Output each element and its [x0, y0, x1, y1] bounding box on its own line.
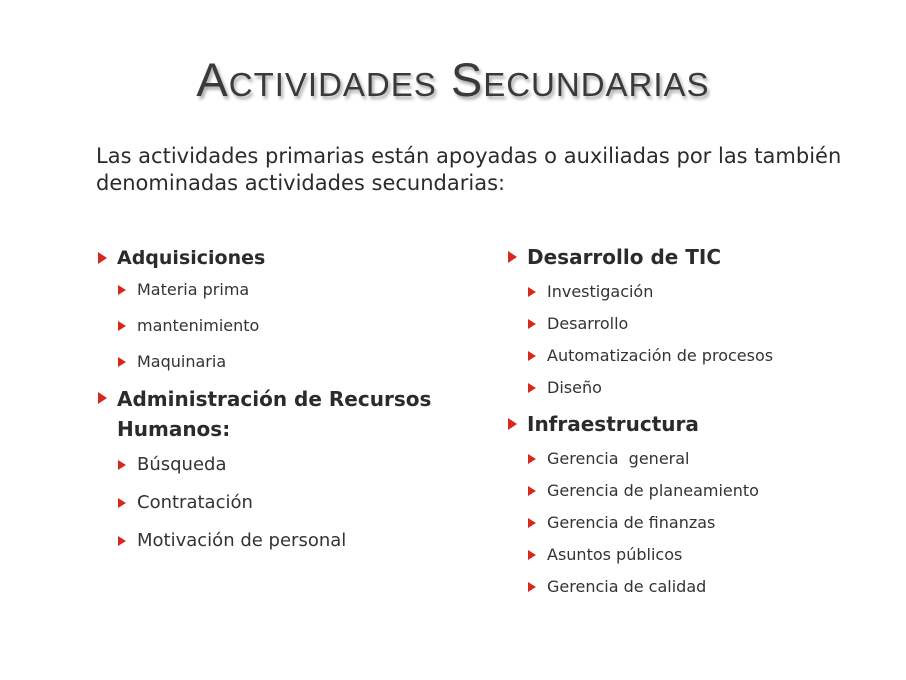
arrow-bullet-icon — [118, 285, 126, 295]
list-item-label: Gerencia de finanzas — [547, 513, 716, 532]
arrow-bullet-icon — [98, 252, 107, 264]
arrow-bullet-icon — [528, 486, 536, 496]
list-item — [528, 340, 878, 372]
list-item-label: Desarrollo — [547, 314, 629, 333]
arrow-bullet-icon — [528, 351, 536, 361]
list-item — [528, 571, 878, 603]
left-column-list — [98, 244, 478, 560]
arrow-bullet-icon — [118, 460, 126, 470]
list-item-label: Motivación de personal — [137, 530, 347, 551]
heading-label: Infraestructura — [527, 412, 699, 436]
arrow-bullet-icon — [528, 582, 536, 592]
page-title: Actividades Secundarias — [196, 53, 710, 106]
arrow-bullet-icon — [508, 418, 517, 430]
section-heading-recursos-humanos — [98, 384, 478, 444]
arrow-bullet-icon — [118, 498, 126, 508]
list-item — [528, 276, 878, 308]
arrow-bullet-icon — [528, 550, 536, 560]
subitems-desarrollo-tic — [508, 276, 878, 404]
heading-label: Administración de Recursos Humanos: — [117, 387, 432, 441]
list-item — [118, 522, 478, 560]
heading-label: Adquisiciones — [117, 247, 266, 269]
list-item — [118, 344, 478, 380]
section-heading-desarrollo-tic — [508, 242, 878, 272]
list-item — [528, 507, 878, 539]
list-item-label: Asuntos públicos — [547, 545, 683, 564]
section-heading-adquisiciones — [98, 244, 478, 272]
list-item — [528, 539, 878, 571]
arrow-bullet-icon — [118, 357, 126, 367]
list-item-label: Contratación — [137, 492, 253, 513]
arrow-bullet-icon — [528, 383, 536, 393]
list-item-label: Diseño — [547, 378, 602, 397]
list-item — [118, 446, 478, 484]
list-item — [528, 372, 878, 404]
list-item — [118, 484, 478, 522]
subitems-recursos-humanos — [98, 446, 478, 560]
list-item-label: Gerencia general — [547, 449, 690, 468]
list-item-label: Búsqueda — [137, 454, 227, 475]
list-item — [528, 443, 878, 475]
list-item — [118, 308, 478, 344]
arrow-bullet-icon — [528, 319, 536, 329]
arrow-bullet-icon — [118, 321, 126, 331]
list-item — [528, 308, 878, 340]
arrow-bullet-icon — [528, 454, 536, 464]
list-item-label: Automatización de procesos — [547, 346, 774, 365]
list-item-label: Maquinaria — [137, 352, 227, 371]
arrow-bullet-icon — [118, 536, 126, 546]
arrow-bullet-icon — [98, 392, 107, 404]
right-column-list — [508, 242, 878, 603]
arrow-bullet-icon — [508, 251, 517, 263]
heading-label: Desarrollo de TIC — [527, 245, 722, 269]
list-item — [528, 475, 878, 507]
arrow-bullet-icon — [528, 518, 536, 528]
list-item-label: mantenimiento — [137, 316, 260, 335]
arrow-bullet-icon — [528, 287, 536, 297]
intro-text: Las actividades primarias están apoyadas o auxiliadas por las también denominadas actividades secundarias: — [96, 144, 842, 195]
list-item-label: Investigación — [547, 282, 654, 301]
subitems-adquisiciones — [98, 272, 478, 380]
list-item-label: Materia prima — [137, 280, 250, 299]
list-item — [118, 272, 478, 308]
section-heading-infraestructura — [508, 409, 878, 439]
list-item-label: Gerencia de planeamiento — [547, 481, 759, 500]
subitems-infraestructura — [508, 443, 878, 603]
list-item-label: Gerencia de calidad — [547, 577, 707, 596]
